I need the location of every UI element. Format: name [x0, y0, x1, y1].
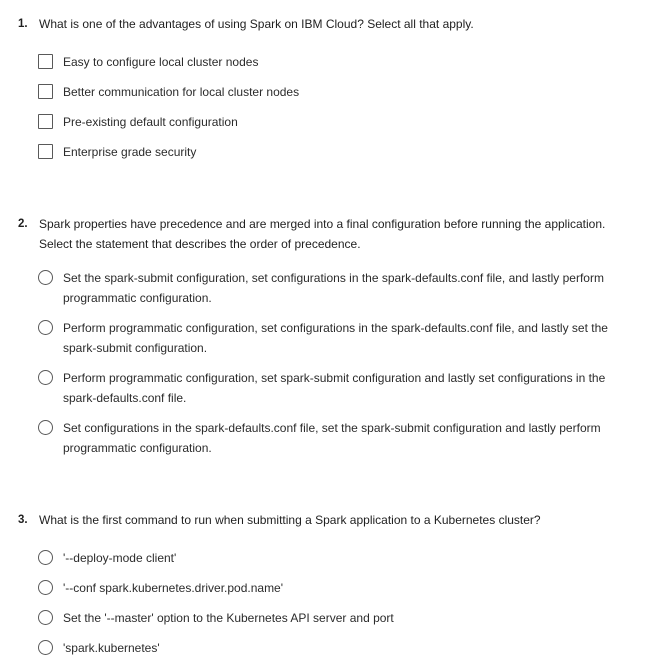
radio-button[interactable]: [38, 610, 53, 625]
q3-option-3[interactable]: [38, 608, 638, 628]
q2-option-3[interactable]: [38, 368, 638, 408]
question-text: What is the first command to run when submitting a Spark application to a Kubernetes cluster?: [39, 513, 541, 527]
q2-option-1[interactable]: [38, 268, 638, 308]
question-number: 3.: [18, 514, 28, 526]
option-label[interactable]: '--conf spark.kubernetes.driver.pod.name': [63, 581, 284, 595]
option-label[interactable]: Set the spark-submit configuration, set configurations in the spark-defaults.conf file, and lastly perform programmatic configuration.: [63, 271, 604, 305]
option-label[interactable]: Easy to configure local cluster nodes: [63, 55, 259, 69]
question-2-header: [18, 214, 639, 254]
option-label[interactable]: Set the '--master' option to the Kubernetes API server and port: [63, 611, 394, 625]
question-text: Spark properties have precedence and are merged into a final configuration before running the application. Select the statement that describes the order of precedence.: [39, 217, 606, 251]
option-label[interactable]: Enterprise grade security: [63, 145, 197, 159]
option-label[interactable]: 'spark.kubernetes': [63, 641, 160, 655]
q3-option-1[interactable]: [38, 548, 638, 568]
q3-option-2[interactable]: [38, 578, 638, 598]
question-number: 2.: [18, 218, 28, 230]
q1-option-1[interactable]: [38, 52, 638, 72]
q1-option-2[interactable]: [38, 82, 638, 102]
checkbox[interactable]: [38, 54, 53, 69]
option-label[interactable]: Set configurations in the spark-defaults.conf file, set the spark-submit configuration and lastly perform programmatic configuration.: [63, 421, 601, 455]
radio-button[interactable]: [38, 640, 53, 655]
question-number: 1.: [18, 18, 28, 30]
question-text: What is one of the advantages of using Spark on IBM Cloud? Select all that apply.: [39, 17, 474, 31]
q1-option-4[interactable]: [38, 142, 638, 162]
option-label[interactable]: Better communication for local cluster nodes: [63, 85, 300, 99]
question-1-header: [18, 14, 639, 34]
option-label[interactable]: Pre-existing default configuration: [63, 115, 238, 129]
radio-button[interactable]: [38, 320, 53, 335]
q3-option-4[interactable]: [38, 638, 638, 658]
option-label[interactable]: Perform programmatic configuration, set spark-submit configuration and lastly set configurations in the spark-defaults.conf file.: [63, 371, 606, 405]
q1-option-3[interactable]: [38, 112, 638, 132]
radio-button[interactable]: [38, 550, 53, 565]
checkbox[interactable]: [38, 114, 53, 129]
radio-button[interactable]: [38, 270, 53, 285]
q2-option-4[interactable]: [38, 418, 638, 458]
radio-button[interactable]: [38, 370, 53, 385]
radio-button[interactable]: [38, 420, 53, 435]
option-label[interactable]: '--deploy-mode client': [63, 551, 177, 565]
checkbox[interactable]: [38, 84, 53, 99]
option-label[interactable]: Perform programmatic configuration, set configurations in the spark-defaults.conf file, and lastly set the spark-submit configuration.: [63, 321, 608, 355]
q2-option-2[interactable]: [38, 318, 638, 358]
radio-button[interactable]: [38, 580, 53, 595]
question-3-header: [18, 510, 639, 530]
checkbox[interactable]: [38, 144, 53, 159]
